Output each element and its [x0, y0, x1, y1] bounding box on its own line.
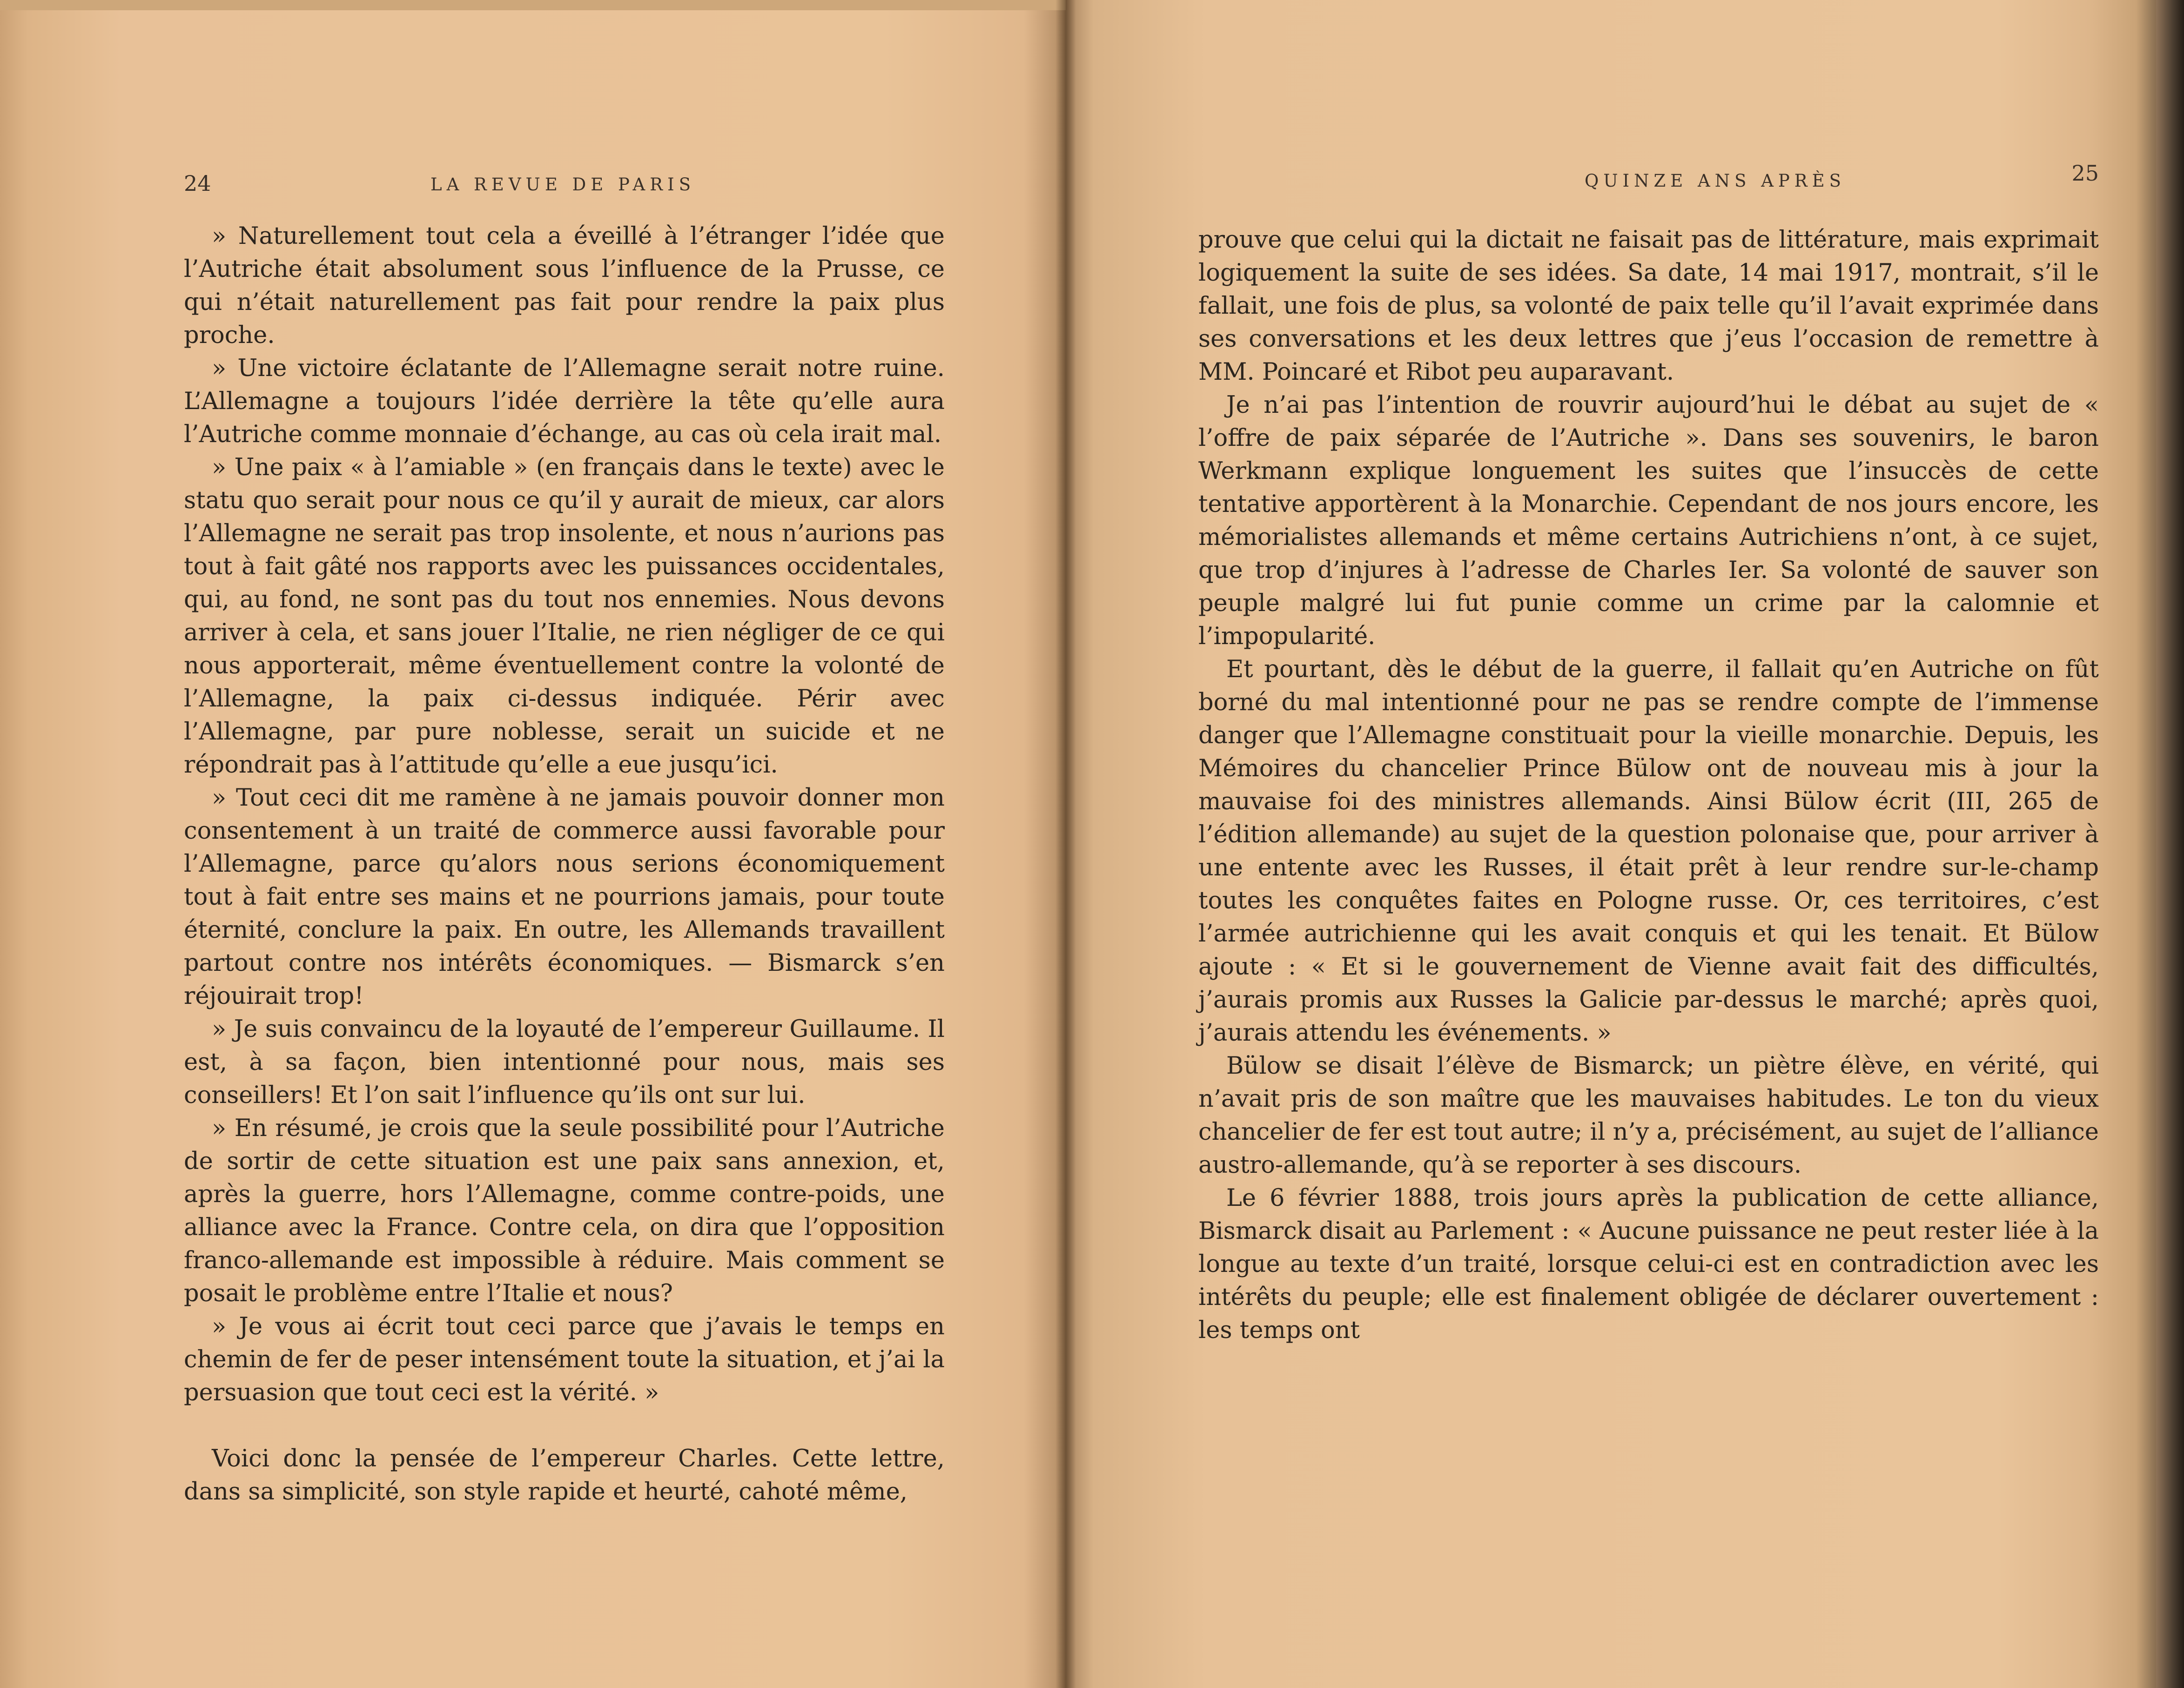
right-paragraph: Je n’ai pas l’intention de rouvrir aujourd’hui le débat au sujet de « l’offre de paix séparée de l’Autriche ». Dans ses souvenirs, le baron Werkmann explique longuement les suites que l’insuccès de cette tentative apportèrent à la Monarchie. Cependant de nos jours encore, les mémorialistes allemands et même certains Autrichiens n’ont, à ce sujet, que trop d’injures à l’adresse de Charles Ier. Sa volonté de sauver son peuple malgré lui fut punie comme un crime par la calomnie et l’impopularité. [1198, 391, 2099, 650]
right-running-head: QUINZE ANS APRÈS [1585, 171, 1846, 191]
right-paragraph: prouve que celui qui la dictait ne faisait pas de littérature, mais exprimait logiquement la suite de ses idées. Sa date, 14 mai 1917, montrait, s’il le fallait, une fois de plus, sa volonté de paix telle qu’il l’avait exprimée dans ses conversations et les deux lettres que j’eus l’occasion de remettre à MM. Poincaré et Ribot peu auparavant. [1198, 226, 2099, 386]
left-paragraph: » Tout ceci dit me ramène à ne jamais pouvoir donner mon consentement à un traité de commerce aussi favorable pour l’Allemagne, parce qu’alors nous serions économiquement tout à fait entre ses mains et ne pourrions jamais, pour toute éternité, conclure la paix. En outre, les Allemands travaillent partout contre nos intérêts économiques. — Bismarck s’en réjouirait trop! [184, 784, 945, 1010]
left-page-header [184, 171, 945, 199]
left-paragraph: » Je suis convaincu de la loyauté de l’empereur Guillaume. Il est, à sa façon, bien intentionné pour nous, mais ses conseillers! Et l’on sait l’influence qu’ils ont sur lui. [184, 1015, 945, 1109]
left-paragraph: Voici donc la pensée de l’empereur Charles. Cette lettre, dans sa simplicité, son style rapide et heurté, cahoté même, [184, 1445, 945, 1506]
left-paragraph: » Une paix « à l’amiable » (en français dans le texte) avec le statu quo serait pour nous ce qu’il y aurait de mieux, car alors l’Allemagne ne serait pas trop insolente, et nous n’aurions pas tout à fait gâté nos rapports avec les puissances occidentales, qui, au fond, ne sont pas du tout nos ennemies. Nous devons arriver à cela, et sans jouer l’Italie, ne rien négliger de ce qui nous apporterait, même éventuellement contre la volonté de l’Allemagne, la paix ci-dessus indiquée. Périr avec l’Allemagne, par pure noblesse, serait un suicide et ne répondrait pas à l’attitude qu’elle a eue jusqu’ici. [184, 454, 945, 779]
right-page [1066, 0, 2184, 1688]
right-paragraph: Bülow se disait l’élève de Bismarck; un piètre élève, en vérité, qui n’avait pris de son maître que les mauvaises habitudes. Le ton du vieux chancelier de fer est tout autre; il n’y a, précisément, au sujet de l’alliance austro-allemande, qu’à se reporter à ses discours. [1198, 1052, 2099, 1179]
left-paragraph: » Une victoire éclatante de l’Allemagne serait notre ruine. L’Allemagne a toujours l’idée derrière la tête qu’elle aura l’Autriche comme monnaie d’échange, au cas où cela irait mal. [184, 355, 945, 448]
left-page-body [184, 220, 945, 1508]
right-page-body [1198, 223, 2099, 1347]
left-page-number: 24 [184, 171, 211, 196]
left-paragraph: » En résumé, je crois que la seule possibilité pour l’Autriche de sortir de cette situation est une paix sans annexion, et, après la guerre, hors l’Allemagne, comme contre-poids, une alliance avec la France. Contre cela, on dira que l’opposition franco-allemande est impossible à réduire. Mais comment se posait le problème entre l’Italie et nous? [184, 1115, 945, 1307]
left-paragraph: » Naturellement tout cela a éveillé à l’étranger l’idée que l’Autriche était absolument sous l’influence de la Prusse, ce qui n’était naturellement pas fait pour rendre la paix plus proche. [184, 222, 945, 349]
right-paragraph: Et pourtant, dès le début de la guerre, il fallait qu’en Autriche on fût borné du mal intentionné pour ne pas se rendre compte de l’immense danger que l’Allemagne constituait pour la vieille monarchie. Depuis, les Mémoires du chancelier Prince Bülow ont de nouveau mis à jour la mauvaise foi des ministres allemands. Ainsi Bülow écrit (III, 265 de l’édition allemande) au sujet de la question polonaise que, pour arriver à une entente avec les Russes, il était prêt à leur rendre sur-le-champ toutes les conquêtes faites en Pologne russe. Or, ces territoires, c’est l’armée autrichienne qui les avait conquis et qui les tenait. Et Bülow ajoute : « Et si le gouvernement de Vienne avait fait des difficultés, j’aurais promis aux Russes la Galicie par-dessus le marché; après quoi, j’aurais attendu les événements. » [1198, 656, 2099, 1047]
right-page-header [1198, 161, 2099, 191]
left-paragraph: » Je vous ai écrit tout ceci parce que j’avais le temps en chemin de fer de peser intensément toute la situation, et j’ai la persuasion que tout ceci est la vérité. » [184, 1313, 945, 1406]
book-edge [2156, 0, 2184, 1688]
left-running-head: LA REVUE DE PARIS [430, 175, 696, 195]
right-paragraph: Le 6 février 1888, trois jours après la publication de cette alliance, Bismarck disait au Parlement : « Aucune puissance ne peut rester liée à la longue au texte d’un traité, lorsque celui-ci est en contradiction avec les intérêts du peuple; elle est finalement obligée de déclarer ouvertement : les temps ont [1198, 1184, 2099, 1344]
right-page-number: 25 [2071, 161, 2099, 186]
book-gutter [1055, 0, 1076, 1688]
left-page [0, 0, 1066, 1688]
